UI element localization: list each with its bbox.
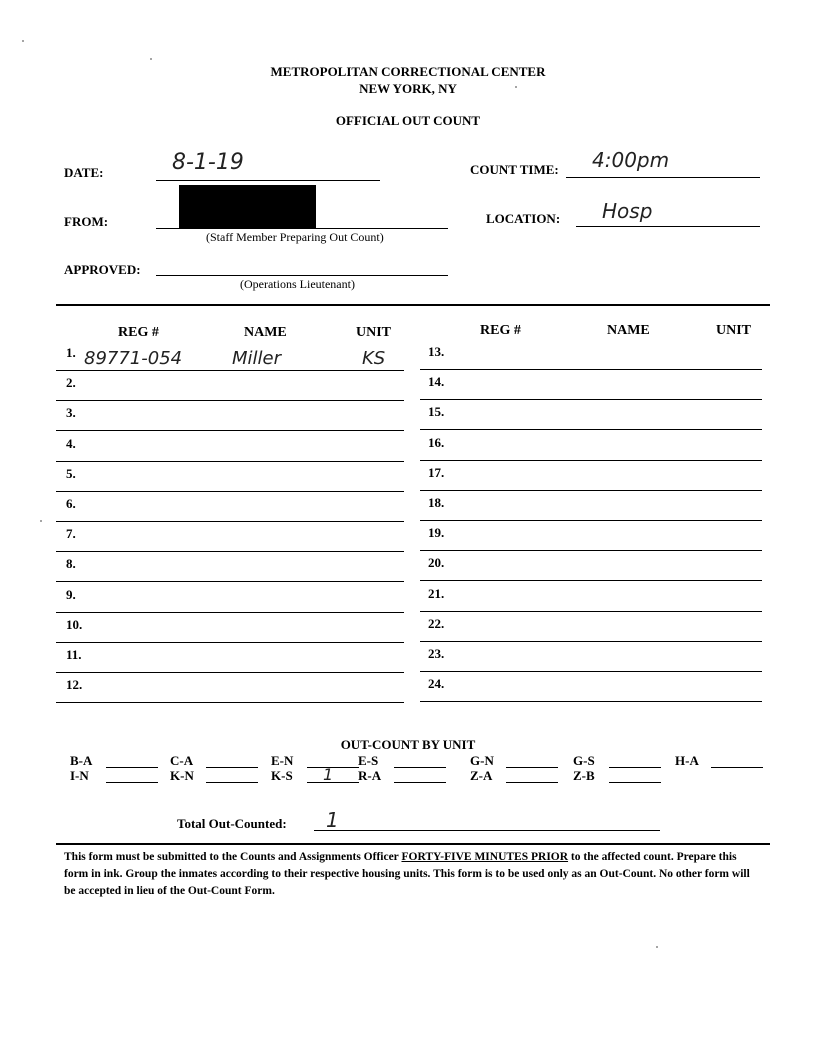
row-line [56, 430, 404, 431]
unit-count-line [106, 782, 158, 783]
footer-text-before: This form must be submitted to the Counts and Assignments Officer [64, 851, 402, 863]
footer-text-after: to the affected count. Prepare this form in ink. Group the inmates according to their respective housing units. This form is to be used only as an Out-Count. No other form will be accepted in lieu of the Out-Count Form. [64, 851, 750, 897]
row-number: 8. [66, 556, 76, 572]
city-title: NEW YORK, NY [359, 81, 457, 96]
col-header-reg-right: REG # [480, 323, 521, 338]
row-number: 11. [66, 647, 82, 662]
count-time-value[interactable]: 4:00pm [592, 148, 670, 172]
row-line [56, 581, 404, 582]
row-number: 4. [66, 435, 76, 451]
unit-count-value[interactable]: 1 [323, 765, 334, 784]
row-number: 6. [66, 496, 76, 511]
row-line [420, 701, 762, 702]
unit-count-line [394, 782, 446, 783]
row-number: 20. [428, 555, 445, 571]
row-line [420, 429, 762, 430]
row-number: 23. [428, 646, 445, 661]
date-line [156, 180, 380, 181]
row-number: 9. [66, 586, 76, 602]
row-name-cell[interactable]: Miller [232, 348, 282, 369]
row-number: 18. [428, 495, 445, 510]
row-number: 14. [428, 374, 445, 390]
approved-line [156, 275, 448, 276]
row-line [420, 611, 762, 612]
row-line [420, 399, 762, 400]
row-line [56, 370, 404, 371]
row-line [56, 491, 404, 492]
row-line [56, 612, 404, 613]
col-header-unit-right: UNIT [716, 323, 752, 338]
row-number: 10. [66, 616, 83, 632]
row-line [420, 490, 762, 491]
row-number: 21. [428, 585, 445, 601]
location-label: LOCATION: [486, 211, 561, 226]
total-value[interactable]: 1 [326, 808, 339, 832]
unit-count-line [394, 767, 446, 768]
row-number: 19. [428, 525, 445, 541]
row-unit-cell[interactable]: KS [362, 348, 386, 369]
date-value[interactable]: 8-1-19 [172, 150, 244, 175]
scan-speck [656, 946, 658, 948]
unit-count-line [609, 767, 661, 768]
location-line [576, 226, 760, 227]
row-line [420, 580, 762, 581]
row-number: 7. [66, 526, 76, 542]
col-header-name: NAME [244, 325, 287, 340]
row-line [420, 550, 762, 551]
location-value[interactable]: Hosp [602, 199, 653, 223]
row-line [420, 641, 762, 642]
col-header-reg: REG # [118, 325, 159, 340]
unit-label: H-A [675, 753, 699, 768]
scan-speck [22, 40, 24, 42]
unit-count-line [506, 782, 558, 783]
scan-speck [150, 58, 152, 60]
unit-label: K-N [170, 768, 194, 783]
org-title: METROPOLITAN CORRECTIONAL CENTER [270, 64, 546, 79]
form-title: OFFICIAL OUT COUNT [335, 113, 481, 128]
unit-count-line [609, 782, 661, 783]
row-line [56, 702, 404, 703]
row-number: 24. [428, 676, 445, 692]
unit-label: Z-A [470, 768, 493, 783]
row-line [56, 521, 404, 522]
row-line [56, 400, 404, 401]
unit-count-line [711, 767, 763, 768]
col-header-unit: UNIT [356, 325, 392, 340]
row-number: 16. [428, 434, 445, 450]
unit-count-line [506, 767, 558, 768]
row-number: 1. [66, 345, 76, 360]
row-number: 3. [66, 405, 76, 421]
row-line [56, 672, 404, 673]
unit-count-line [307, 782, 359, 783]
date-label: DATE: [64, 165, 104, 180]
unit-label: R-A [358, 768, 382, 783]
from-line [156, 228, 448, 229]
row-line [420, 671, 762, 672]
footer-divider [56, 843, 770, 845]
unit-label: G-S [573, 753, 595, 768]
row-number: 15. [428, 404, 445, 420]
approved-caption: (Operations Lieutenant) [240, 277, 355, 291]
unit-count-line [206, 767, 258, 768]
redaction-block [179, 185, 316, 229]
row-number: 22. [428, 615, 445, 631]
unit-label: Z-B [573, 768, 595, 783]
row-number: 5. [66, 465, 76, 481]
approved-label: APPROVED: [64, 262, 141, 277]
unit-label: I-N [70, 768, 89, 783]
row-line [56, 551, 404, 552]
row-number: 2. [66, 375, 76, 391]
footer-emphasis: FORTY-FIVE MINUTES PRIOR [401, 851, 569, 863]
from-caption: (Staff Member Preparing Out Count) [206, 230, 384, 244]
unit-label: G-N [470, 753, 494, 768]
row-line [56, 461, 404, 462]
row-number: 12. [66, 677, 83, 693]
row-number: 13. [428, 344, 445, 359]
count-time-line [566, 177, 760, 178]
row-number: 17. [428, 464, 445, 480]
section-divider [56, 304, 770, 306]
row-line [420, 520, 762, 521]
total-label: Total Out-Counted: [177, 816, 287, 831]
col-header-name-right: NAME [607, 323, 650, 338]
row-line [420, 460, 762, 461]
unit-label: K-S [271, 768, 293, 783]
row-line [56, 642, 404, 643]
count-time-label: COUNT TIME: [470, 162, 559, 177]
row-reg-cell[interactable]: 89771-054 [84, 348, 183, 369]
unit-count-line [106, 767, 158, 768]
unit-label: E-S [358, 753, 379, 768]
footer-instructions [64, 849, 760, 900]
outcount-title: OUT-COUNT BY UNIT [340, 737, 476, 752]
from-label: FROM: [64, 214, 109, 229]
unit-label: E-N [271, 753, 294, 768]
scan-speck [40, 520, 42, 522]
unit-count-line [206, 782, 258, 783]
total-line [314, 830, 660, 831]
unit-label: B-A [70, 753, 93, 768]
unit-label: C-A [170, 753, 194, 768]
row-line [420, 369, 762, 370]
